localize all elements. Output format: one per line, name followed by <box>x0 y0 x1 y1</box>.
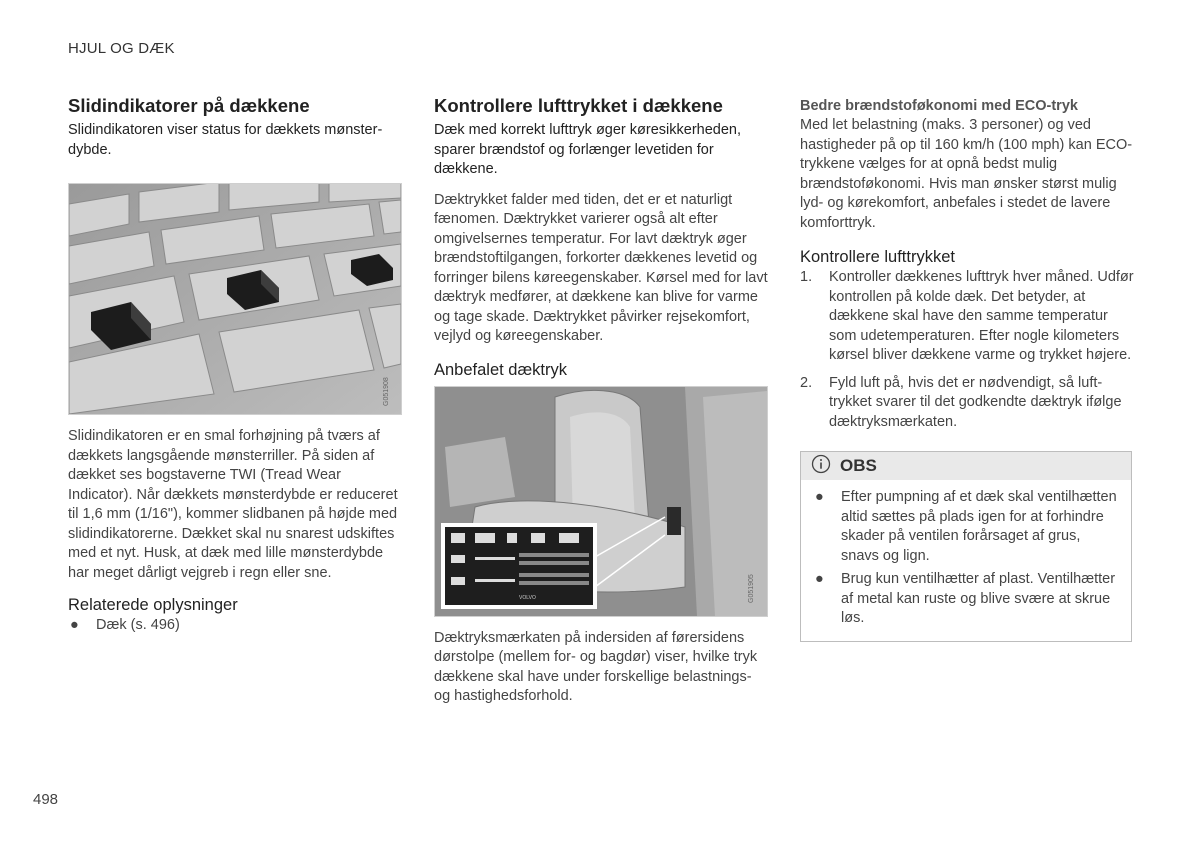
step-item <box>800 374 1134 433</box>
section-heading-tread-wear: Slidindikatorer på dækkene <box>68 95 310 116</box>
tire-tread-drawing <box>69 184 401 414</box>
door-pillar-illustration <box>434 386 768 617</box>
page-number: 498 <box>33 791 59 808</box>
tire-pressure-body: Dæktrykket falder med tiden, det er et naturligt fænomen. Dæktrykket varierer også alt efter omgivelsernes temperatur. For lavt dæktryk øger brændstoftilgangen, forkorter dækkenes levetid og forringer bilens køreegenskaber. Kørsel med for lavt dæktryk medfører, at dækkene kan blive for varme og tage skade. Dæktrykket påvirker rejsekomfort, vejlyd og køreegenskaber. <box>434 191 768 344</box>
column-eco-pressure <box>800 97 1134 642</box>
step-text: Fyld luft på, hvis det er nødvendigt, så lufttrykket svarer til det godkendte dæktryk ifølge dæktryksmærkaten. <box>829 374 1122 430</box>
related-heading: Relaterede oplysninger <box>68 596 238 614</box>
bullet-icon: ● <box>70 617 79 633</box>
figure-caption: Dæktryksmærkaten på indersiden af førersidens dørstolpe (mellem for- og bagdør) viser, hvilke tryk dækkene skal have under forskellige belastnings- og hastighedsforhold. <box>434 629 758 704</box>
label-brand: VOLVO <box>519 594 536 601</box>
tread-wear-illustration <box>68 183 402 415</box>
intro-text: Slidindikatoren viser status for dækkets mønsterdybde. <box>68 122 383 158</box>
car-interior-drawing <box>435 387 767 616</box>
bullet-icon: ● <box>815 571 824 587</box>
bullet-icon: ● <box>815 489 824 505</box>
related-link-text: Dæk (s. 496) <box>96 617 180 633</box>
related-list <box>68 616 402 636</box>
step-item <box>800 268 1134 366</box>
note-text: Brug kun ventilhætter af plast. Ventilhætter af metal kan ruste og blive svære at skrue løs. <box>841 571 1116 626</box>
step-number: 2. <box>800 374 813 391</box>
related-link[interactable] <box>68 616 402 636</box>
figure-code: G051905 <box>748 573 755 603</box>
note-body <box>801 480 1131 641</box>
column-tire-pressure <box>434 94 768 707</box>
eco-body: Med let belastning (maks. 3 personer) og ved hastigheder på op til 160 km/h (100 mph) kan ECO-trykkene vælges for at opnå bedst mulig brændstoføkonomi. Hvis man ønsker størst mulig lyd- og kørekomfort, anbefales i stedet de lavere komforttryk. <box>800 117 1133 231</box>
section-heading-tire-pressure: Kontrollere lufttrykket i dækkene <box>434 95 723 116</box>
eco-heading: Bedre brændstoføkonomi med ECO-tryk <box>800 98 1078 114</box>
figure-code: G051908 <box>383 377 390 406</box>
note-item <box>813 488 1117 566</box>
column-tread-wear <box>68 94 402 636</box>
note-box <box>800 451 1132 642</box>
note-title: OBS <box>840 456 877 475</box>
intro-text: Dæk med korrekt lufttryk øger køresikkerheden, sparer brændstof og forlænger levetiden for dækkene. <box>434 122 742 177</box>
running-header: HJUL OG DÆK <box>68 40 175 57</box>
note-header <box>801 452 1131 480</box>
check-pressure-heading: Kontrollere lufttrykket <box>800 248 955 266</box>
recommended-pressure-heading: Anbefalet dæktryk <box>434 360 567 379</box>
info-icon <box>811 454 831 479</box>
step-text: Kontroller dækkenes lufttryk hver måned. Udfør kontrollen på kolde dæk. Det betyder, at dækkene skal have den samme temperatur som udetemperaturen. Efter nogle kilometers kørsel bliver dækkene varme og trykket højere. <box>829 269 1134 363</box>
note-text: Efter pumpning af et dæk skal ventilhætten altid sættes på plads igen for at forhindre skader på ventilen forårsaget af grus, snavs og lign. <box>841 489 1117 564</box>
note-item <box>813 570 1117 629</box>
step-number: 1. <box>800 269 813 285</box>
check-steps <box>800 268 1134 432</box>
tread-wear-body: Slidindikatoren er en smal forhøjning på tværs af dækkets langsgående mønsterriller. På siden af dækket ses bogstaverne TWI (Tread Wear Indicator). Når dækkets mønsterdybde er reduceret til 1,6 mm (1/16"), kommer slidbanen på højde med slidindikatorerne. Dækket skal nu snarest udskiftes med et nyt. Husk, at dæk med lille mønsterdybde har meget dårligt vejgreb i regn eller sne. <box>68 428 398 581</box>
